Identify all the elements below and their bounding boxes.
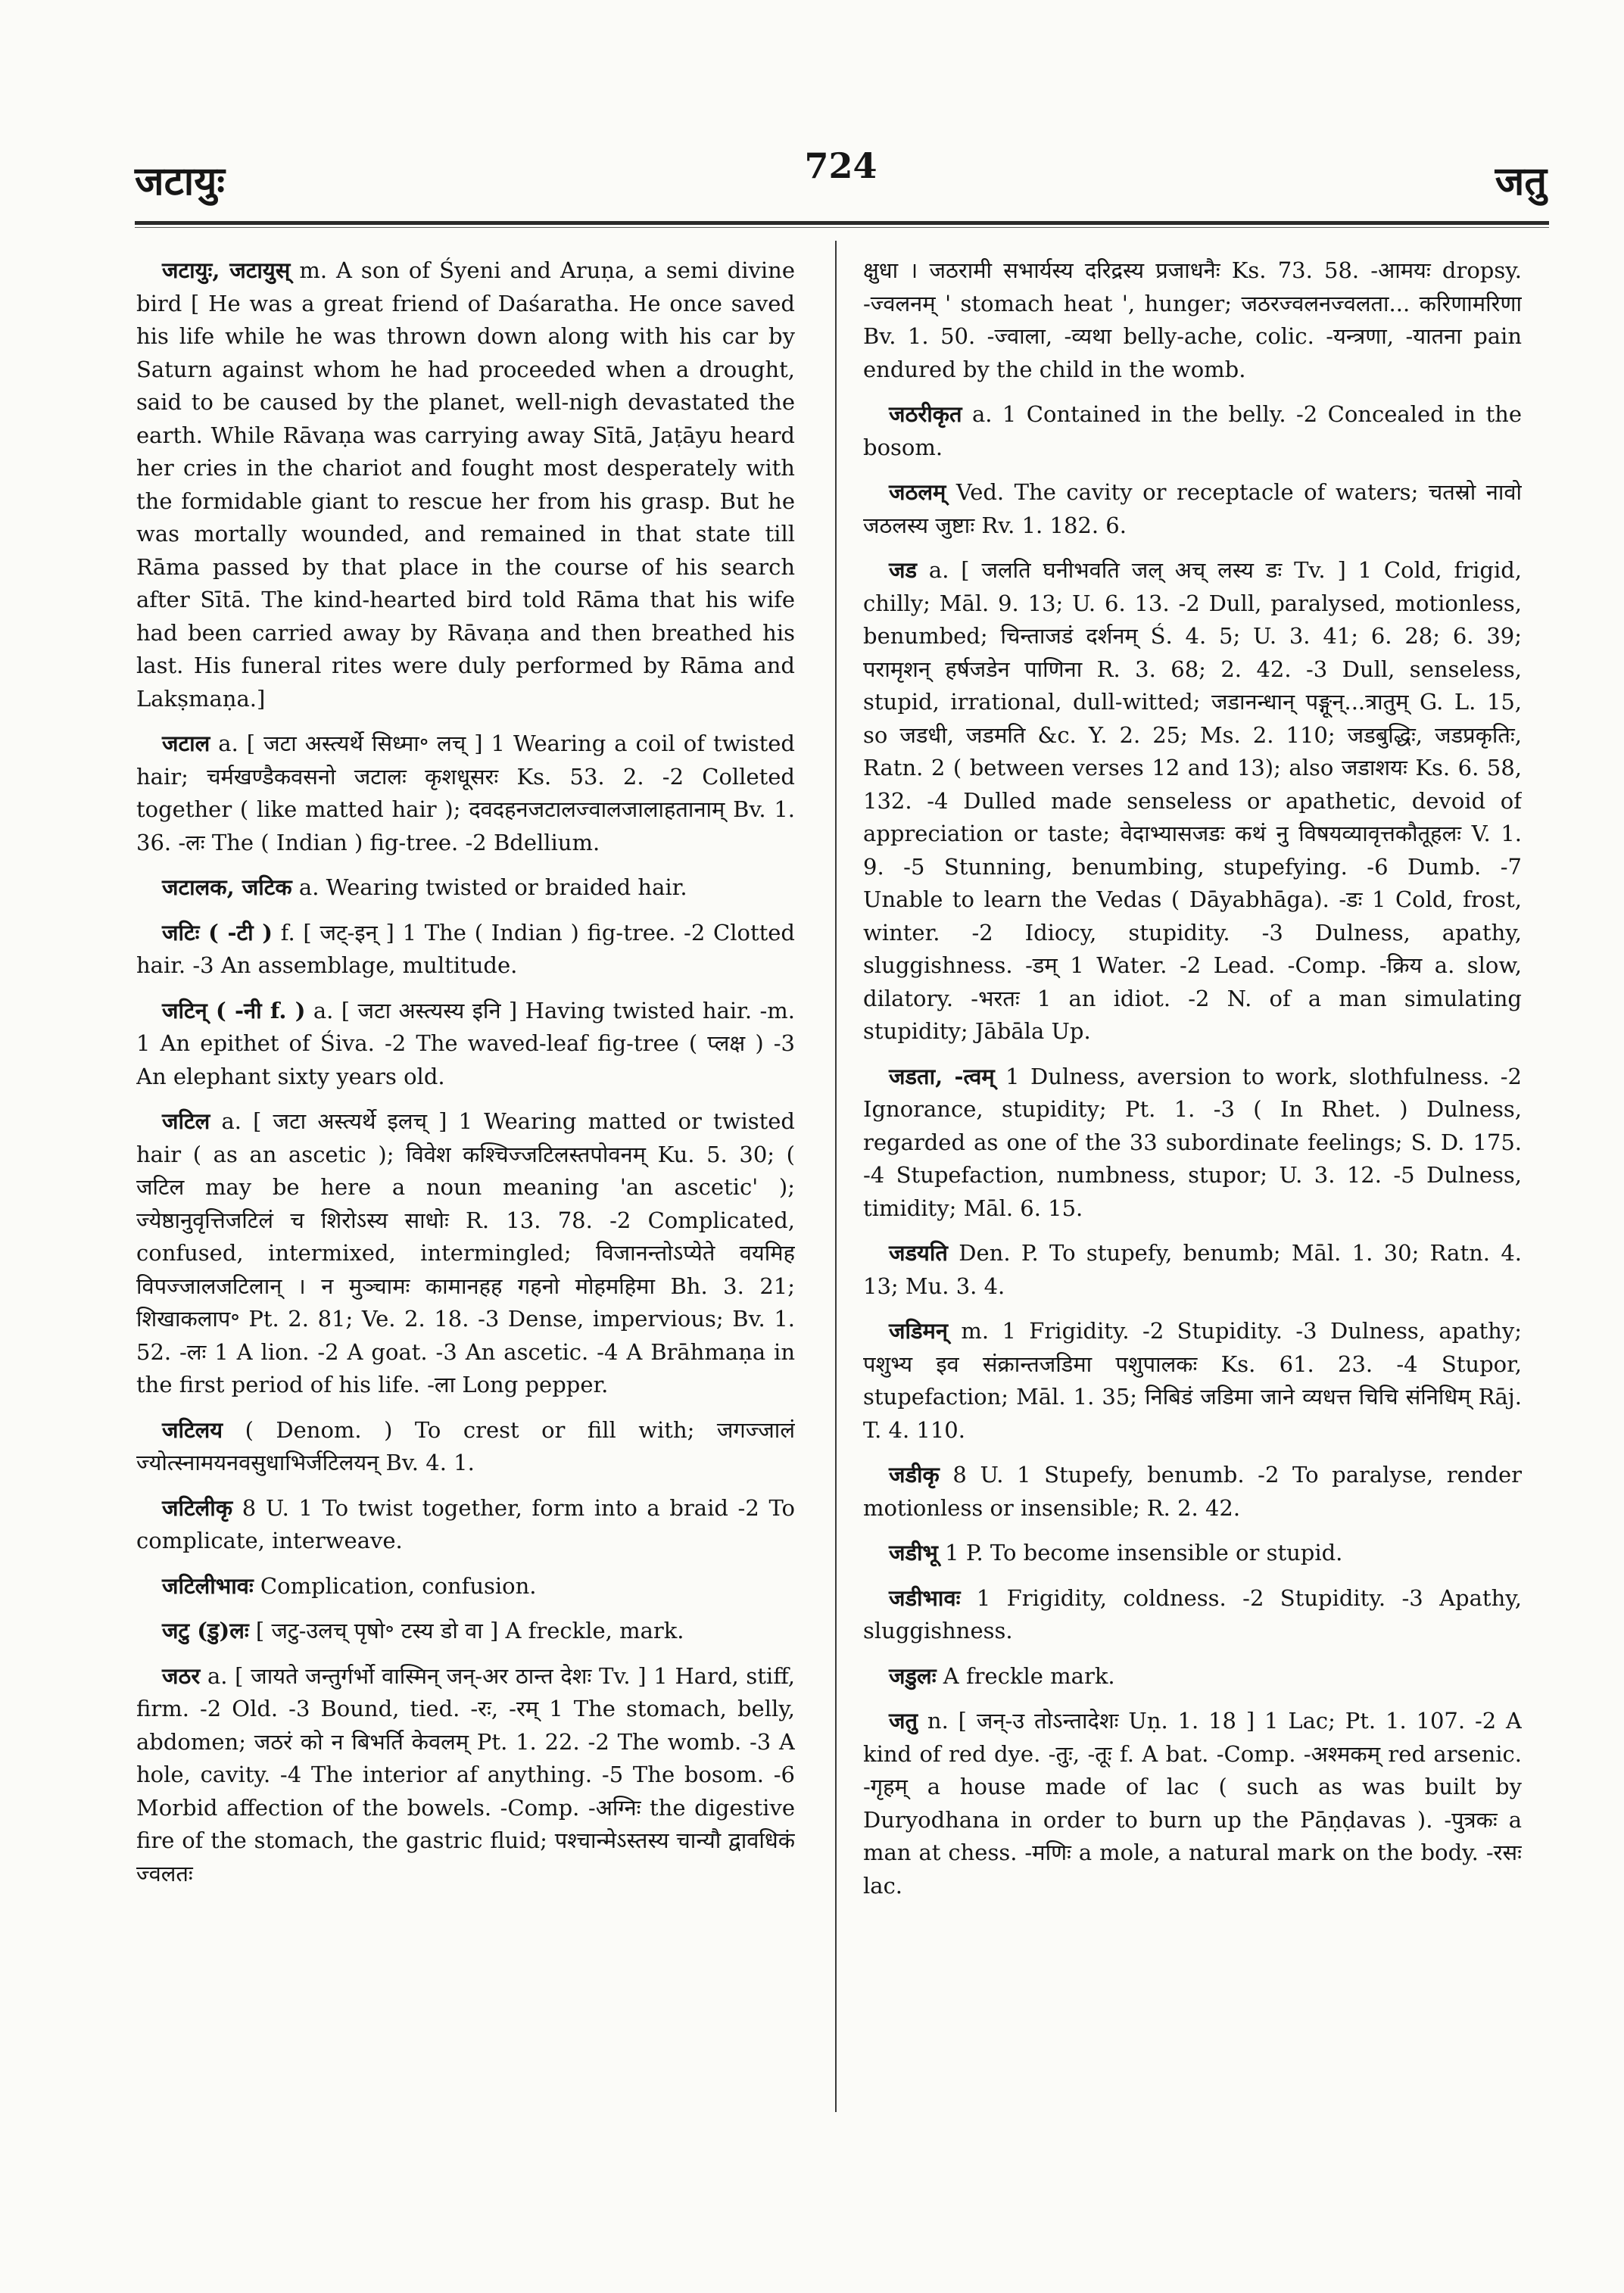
entry	[863, 1315, 1522, 1447]
entry	[136, 1105, 795, 1402]
entry	[863, 1459, 1522, 1525]
entry	[863, 476, 1522, 542]
entry-definition: m. 1 Frigidity. -2 Stupidity. -3 Dulness, apathy; पशुभ्य इव संक्रान्तजडिमा पशुपालकः Ks. 61. 23. -4 Stupor, stupefaction; Māl. 1. 35; निबिडं जडिमा जाने व्यधत्त चिचि संनिधिम् Rāj. T. 4. 110.	[863, 1318, 1522, 1443]
left-running-headword: जटायुः	[135, 158, 225, 204]
entry-definition: Ved. The cavity or receptacle of waters; चतस्रो नावो जठलस्य जुष्टाः Rv. 1. 182. 6.	[863, 479, 1522, 538]
entry-definition: a. 1 Contained in the belly. -2 Concealed in the bosom.	[863, 401, 1522, 460]
entry-headword: जटाल	[162, 731, 210, 756]
entry-definition: 1 Frigidity, coldness. -2 Stupidity. -3 Apathy, sluggishness.	[863, 1584, 1522, 1643]
entry	[863, 1660, 1522, 1693]
entry-definition: n. [ जन्-उ तोऽन्तादेशः Uṇ. 1. 18 ] 1 Lac; Pt. 1. 107. -2 A kind of red dye. -तुः, -तूः f. A bat. -Comp. -अश्मकम् red arsenic. -गृहम् a house made of lac ( such as was built by Duryodhana in order to burn up the Pāṇḍavas ). -पुत्रकः a man at chess. -मणिः a mole, a natural mark on the body. -रसः lac.	[863, 1708, 1522, 1899]
entry	[863, 554, 1522, 1048]
entry	[863, 1582, 1522, 1648]
column-divider	[835, 241, 837, 2112]
entry-definition: a. [ जलति घनीभवति जल् अच् लस्य डः Tv. ] 1 Cold, frigid, chilly; Māl. 9. 13; U. 6. 13. -2 Dull, paralysed, motionless, benumbed; चिन्ताजडं दर्शनम् Ś. 4. 5; U. 3. 41; 6. 28; 6. 39; परामृशन् हर्षजडेन पाणिना R. 3. 68; 2. 42. -3 Dull, senseless, stupid, irrational, dull-witted; जडानन्धान् पङ्गून्...त्रातुम् G. L. 15, so जडधी, जडमति &c. Y. 2. 25; Ms. 2. 110; जडबुद्धिः, जडप्रकृतिः, Ratn. 2 ( between verses 12 and 13); also जडाशयः Ks. 6. 58, 132. -4 Dulled made senseless or apathetic, devoid of appreciation or taste; वेदाभ्यासजडः कथं नु विषयव्यावृत्तकौतूहलः V. 1. 9. -5 Stunning, benumbing, stupefying. -6 Dumb. -7 Unable to learn the Vedas ( Dāyabhāga). -डः 1 Cold, frost, winter. -2 Idiocy, stupidity. -3 Dulness, apathy, sluggishness. -डम् 1 Water. -2 Lead. -Comp. -क्रिय a. slow, dilatory. -भरतः 1 an idiot. -2 N. of a man simulating stupidity; Jābāla Up.	[863, 557, 1522, 1044]
entry	[136, 995, 795, 1094]
right-running-headword: जतु	[1495, 158, 1547, 204]
entry-headword: जतु	[889, 1708, 918, 1734]
entry-definition: 1 Dulness, aversion to work, slothfulness. -2 Ignorance, stupidity; Pt. 1. -3 ( In Rhet. ) Dulness, regarded as one of the 33 subordinate feelings; S. D. 175. -4 Stupefaction, numbness, stupor; U. 3. 12. -5 Dulness, timidity; Māl. 6. 15.	[863, 1063, 1522, 1221]
entry	[863, 1061, 1522, 1226]
entry-headword: जठरीकृत	[889, 401, 962, 427]
entry-definition: Den. P. To stupefy, benumb; Māl. 1. 30; Ratn. 4. 13; Mu. 3. 4.	[863, 1240, 1522, 1299]
entry	[136, 727, 795, 859]
page-number: 724	[804, 145, 877, 186]
entry	[136, 1660, 795, 1891]
entry-headword: जटिः ( -टी )	[162, 919, 273, 946]
entry	[136, 1492, 795, 1558]
entry-headword: जटिलीभावः	[162, 1572, 254, 1599]
entry-headword: जडयति	[889, 1240, 948, 1266]
entry	[136, 1615, 795, 1648]
entry	[136, 871, 795, 905]
entry	[136, 917, 795, 983]
entry-headword: जटिन् ( -नी f. )	[162, 997, 306, 1023]
entry-definition: m. A son of Śyeni and Aruṇa, a semi divine bird [ He was a great friend of Daśaratha. He once saved his life while he was thrown down along with his car by Saturn against whom he had proceeded when a drought, said to be caused by the planet, well-nigh devastated the earth. While Rāvaṇa was carrying away Sītā, Jaṭāyu heard her cries in the chariot and fought most desperately with the formidable giant to rescue her from his grasp. But he was mortally wounded, and remained in that state till Rāma passed by that place in the course of his search after Sītā. The kind-hearted bird told Rāma that his wife had been carried away by Rāvaṇa and then breathed his last. His funeral rites were duly performed by Rāma and Lakṣmaṇa.]	[136, 257, 795, 712]
entry	[863, 1537, 1522, 1570]
entry-definition: 8 U. 1 Stupefy, benumb. -2 To paralyse, render motionless or insensible; R. 2. 42.	[863, 1462, 1522, 1521]
entry-headword: जठलम्	[889, 479, 946, 505]
entry-headword: जडुलः	[889, 1662, 937, 1689]
entry-headword: जटायुः, जटायुस्	[162, 257, 291, 283]
entry-headword: जठर	[162, 1662, 201, 1689]
entry-headword: जडीभावः	[889, 1584, 961, 1611]
entry	[863, 1237, 1522, 1303]
entry-definition: 1 P. To become insensible or stupid.	[937, 1540, 1343, 1566]
entry-headword: जटिलय	[162, 1416, 223, 1443]
entry-definition: क्षुधा । जठरामी सभार्यस्य दरिद्रस्य प्रजाधनैः Ks. 73. 58. -आमयः dropsy. -ज्वलनम् ' stomach heat ', hunger; जठरज्वलनज्वलता... करिणामरिणा Bv. 1. 50. -ज्वाला, -व्यथा belly-ache, colic. -यन्त्रणा, -यातना pain endured by the child in the womb.	[863, 257, 1522, 382]
entry	[136, 1570, 795, 1603]
entry-headword: जटिलीकृ	[162, 1494, 233, 1521]
entry-definition: Complication, confusion.	[253, 1572, 537, 1599]
header-rule-thin	[135, 227, 1549, 228]
entry-headword: जटालक, जटिक	[162, 874, 292, 900]
entry-definition: f. [ जट्-इन् ] 1 The ( Indian ) fig-tree. -2 Clotted hair. -3 An assemblage, multitude.	[136, 919, 795, 978]
entry-headword: जडता, -त्वम्	[889, 1063, 995, 1089]
entry-headword: जटिल	[162, 1108, 210, 1134]
entry-definition: a. [ जायते जन्तुर्गर्भो वास्मिन् जन्-अर ठान्त देशः Tv. ] 1 Hard, stiff, firm. -2 Old. -3 Bound, tied. -रः, -रम् 1 The stomach, belly, abdomen; जठरं को न बिभर्ति केवलम् Pt. 1. 22. -2 The womb. -3 A hole, cavity. -4 The interior af anything. -5 The bosom. -6 Morbid affection of the bowels. -Comp. -अग्निः the digestive fire of the stomach, the gastric fluid; पश्चान्मेऽस्तस्य चान्यौ द्वावधिकं ज्वलतः	[136, 1662, 795, 1886]
entry-definition: 8 U. 1 To twist together, form into a braid -2 To complicate, interweave.	[136, 1494, 795, 1553]
entry	[863, 398, 1522, 464]
right-column	[863, 254, 1522, 2132]
entry-headword: जटु (डु)लः	[162, 1618, 249, 1643]
entry-definition: a. [ जटा अस्त्यस्य इनि ] Having twisted hair. -m. 1 An epithet of Śiva. -2 The waved-leaf fig-tree ( प्लक्ष ) -3 An elephant sixty years old.	[136, 997, 795, 1089]
entry-definition: A freckle mark.	[936, 1662, 1115, 1689]
entry	[136, 254, 795, 715]
header-rule	[135, 221, 1549, 225]
entry	[863, 1705, 1522, 1902]
entry-definition: a. [ जटा अस्त्यर्थे इलच् ] 1 Wearing matted or twisted hair ( as an ascetic ); विवेश कश्चिज्जटिलस्तपोवनम् Ku. 5. 30; ( जटिल may be here a noun meaning 'an ascetic' ); ज्येष्ठानुवृत्तिजटिलं च शिरोऽस्य साधोः R. 13. 78. -2 Complicated, confused, intermixed, intermingled; विजानन्तोऽप्येते वयमिह विपज्जालजटिलान् । न मुञ्चामः कामानहह गहनो मोहमहिमा Bh. 3. 21; शिखाकलाप॰ Pt. 2. 81; Ve. 2. 18. -3 Dense, impervious; Bv. 1. 52. -लः 1 A lion. -2 A goat. -3 An ascetic. -4 A Brāhmaṇa in the first period of his life. -ला Long pepper.	[136, 1108, 795, 1397]
entry-headword: जडीभू	[889, 1540, 938, 1566]
left-column	[136, 254, 795, 2132]
entry-definition: a. Wearing twisted or braided hair.	[291, 874, 687, 900]
entry-definition: [ जटु-उलच् पृषो॰ टस्य डो वा ] A freckle, mark.	[248, 1618, 684, 1643]
entry-headword: जड	[889, 557, 918, 583]
entry-continuation	[863, 254, 1522, 386]
entry	[136, 1414, 795, 1480]
entry-definition: ( Denom. ) To crest or fill with; जगज्जालं ज्योत्स्नामयनवसुधाभिर्जटिलयन् Bv. 4. 1.	[136, 1416, 795, 1475]
entry-headword: जडिमन्	[889, 1318, 948, 1344]
page-header	[135, 114, 1547, 204]
entry-definition: a. [ जटा अस्त्यर्थे सिध्मा॰ लच् ] 1 Wearing a coil of twisted hair; चर्मखण्डैकवसनो जटालः कृशधूसरः Ks. 53. 2. -2 Colleted together ( like matted hair ); दवदहनजटालज्वालजालाहतानाम् Bv. 1. 36. -लः The ( Indian ) fig-tree. -2 Bdellium.	[136, 731, 795, 855]
entry-headword: जडीकृ	[889, 1462, 940, 1488]
